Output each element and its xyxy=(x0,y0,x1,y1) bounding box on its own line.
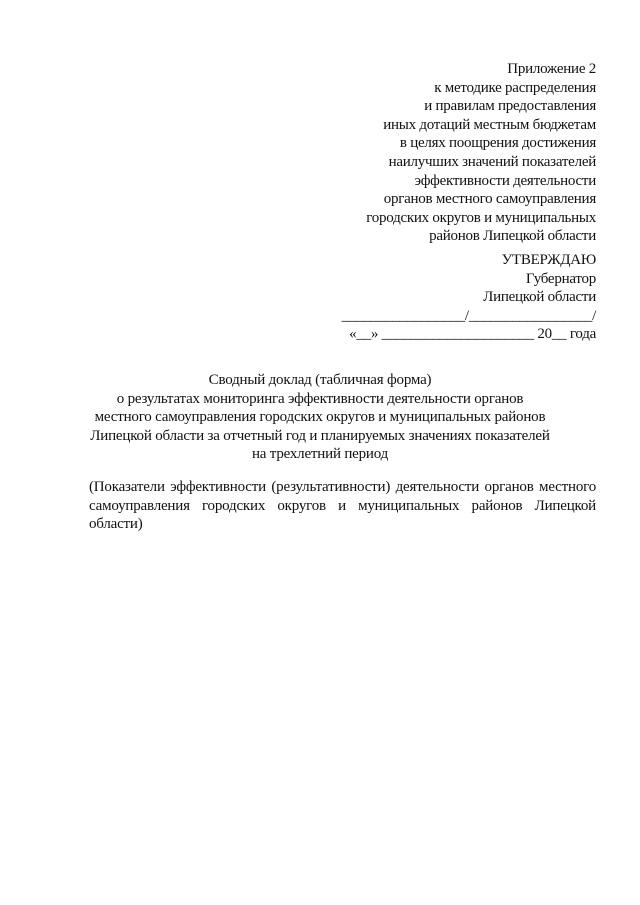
appendix-line: к методике распределения xyxy=(434,79,596,96)
signature-line: _________________/_________________/ xyxy=(341,307,596,324)
appendix-line: районов Липецкой области xyxy=(429,228,596,245)
appendix-line: и правилам предоставления xyxy=(424,98,596,115)
report-title-line: о результатах мониторинга эффективности деятельности органов xyxy=(116,390,524,407)
appendix-line: наилучших значений показателей xyxy=(388,153,596,170)
approve-heading: УТВЕРЖДАЮ xyxy=(501,252,596,268)
approver-region: Липецкой области xyxy=(483,289,596,306)
report-title-line: Липецкой области за отчетный год и планируемых значениях показателей xyxy=(90,427,550,444)
approver-position: Губернатор xyxy=(525,270,596,287)
appendix-line: эффективности деятельности xyxy=(414,172,596,189)
date-line: «__» _____________________ 20__ года xyxy=(349,326,596,343)
report-title-line: на трехлетний период xyxy=(251,446,389,463)
appendix-line: органов местного самоуправления xyxy=(383,191,596,208)
appendix-line: Приложение 2 xyxy=(507,61,596,77)
indicators-note: (Показатели эффективности (результативности) деятельности органов местного самоуправления городских округов и муниципальных районов Липецкой области) xyxy=(89,479,596,533)
appendix-line: иных дотаций местным бюджетам xyxy=(383,116,596,133)
appendix-line: городских округов и муниципальных xyxy=(366,209,596,226)
report-title xyxy=(60,371,580,464)
report-title-line: Сводный доклад (табличная форма) xyxy=(208,372,432,388)
approval-block xyxy=(342,251,596,344)
appendix-header xyxy=(366,60,596,246)
report-title-line: местного самоуправления городских округов и муниципальных районов xyxy=(94,409,546,426)
appendix-line: в целях поощрения достижения xyxy=(399,135,596,152)
